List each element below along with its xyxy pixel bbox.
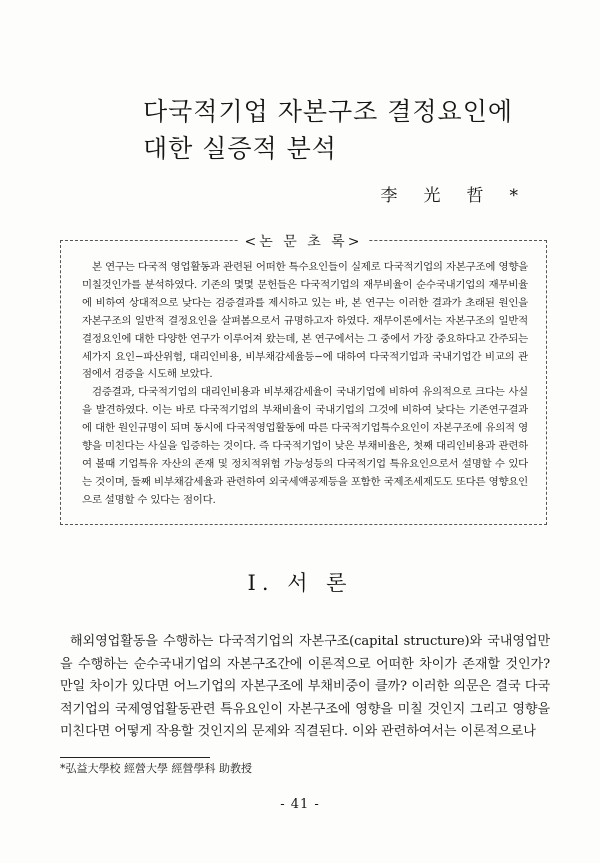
section-heading: Ⅰ. 서 론 (247, 571, 353, 595)
footnote-divider (60, 757, 210, 758)
abstract-text (82, 259, 528, 510)
page-number: - 41 - (280, 797, 320, 812)
abstract-paragraph-1: 본 연구는 다국적 영업활동과 관련된 어떠한 특수요인들이 실제로 다국적기업의 자본구조에 영향을 미칠것인가를 분석하였다. 기존의 몇몇 문헌들은 다국적기업의 재무비율이 순수국내기업의 재무비율에 비하여 상대적으로 낮다는 검증결과를 제시하고 있는 바, 본 연구는 이러한 결과가 초래된 원인을 자본구조의 일반적 결정요인을 살펴봄으로서 규명하고자 하였다. 재무이론에서는 자본구조의 일반적 결정요인에 대한 다양한 연구가 이루어져 왔는데, 본 연구에서는 그 중에서 가장 중요하다고 간주되는 세가지 요인−파산위험, 대리인비용, 비부채감세율등−에 대하여 다국적기업과 국내기업간 비교의 관점에서 검증을 시도해 보았다. (82, 261, 528, 381)
body-paragraph: 해외영업활동을 수행하는 다국적기업의 자본구조(capital structure)와 국내영업만을 수행하는 순수국내기업의 자본구조간에 이론적으로 어떠한 차이가 존재할 것인가? 만일 차이가 있다면 어느기업의 자본구조에 부채비중이 클까? 이러한 의문은 결국 다국적기업의 국제영업활동관련 특유요인이 자본구조에 영향을 미칠 것인지 그리고 영향을 미친다면 어떻게 작용할 것인지의 문제와 직결된다. 이와 관련하여서는 이론적으로나 (60, 634, 550, 740)
author-name: 李光哲* (380, 186, 544, 206)
body-text (60, 631, 550, 744)
footnote: *弘益大學校 經營大學 經營學科 助教授 (60, 762, 252, 775)
abstract-paragraph-2: 검증결과, 다국적기업의 대리인비용과 비부채감세율이 국내기업에 비하여 유의적으로 크다는 사실을 발견하였다. 이는 바로 다국적기업의 부채비율이 국내기업의 그것에 비하여 낮다는 기존연구결과에 대한 원인규명이 되며 동시에 다국적영업활동에 따른 다국적기업특수요인이 자본구조에 유의적 영향을 미친다는 사실을 입증하는 것이다. 즉 다국적기업이 낮은 부채비율은, 첫째 대리인비용과 관련하여 볼때 기업특유 자산의 존재 및 정치적위험 가능성등의 다국적기업 특유요인으로서 설명할 수 있다는 것이며, 둘째 비부채감세율과 관련하여 외국세액공제등을 포함한 국제조세제도도 또다른 영향요인으로 설명할 수 있다는 점이다. (82, 386, 528, 506)
abstract-heading: <논 문 초 록> (239, 234, 369, 250)
paper-title-line-2: 대한 실증적 분석 (143, 134, 337, 163)
abstract-box (60, 234, 547, 525)
paper-title-line-1: 다국적기업 자본구조 결정요인에 (143, 97, 513, 126)
paper-title (143, 93, 513, 167)
